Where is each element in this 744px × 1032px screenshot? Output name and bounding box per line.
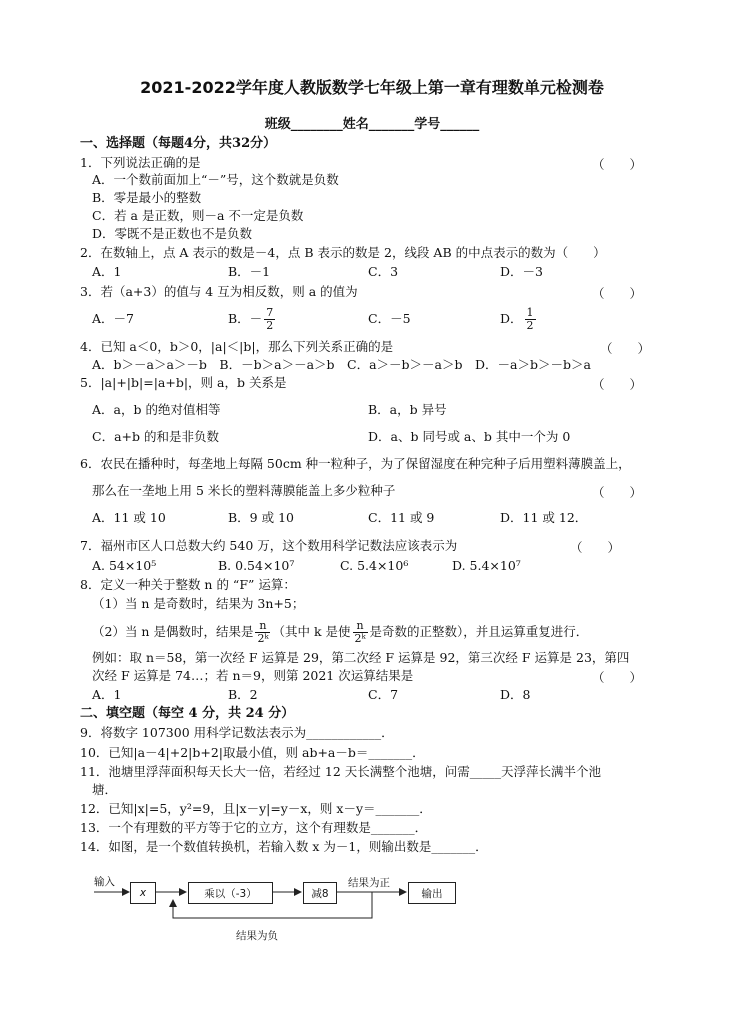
q1-stem: 1．下列说法正确的是 bbox=[80, 155, 201, 170]
q5-option-a: A．a，b 的绝对值相等 bbox=[92, 402, 221, 417]
q2-stem: 2．在数轴上，点 A 表示的数是－4，点 B 表示的数是 2，线段 AB 的中点表示的数为（ ） bbox=[80, 245, 606, 260]
q11-line2: 塘． bbox=[92, 782, 118, 797]
q3-b-fraction: $\frac{7}{2}$ bbox=[266, 306, 274, 332]
diagram-x-box: x bbox=[130, 882, 156, 904]
student-info-line: 班级________姓名_______学号______ bbox=[264, 117, 480, 132]
q8-rule-2: （2）当 n 是偶数时，结果是 $\frac{n}{\text{2ᵏ}}$ （其中 k 是使 $\frac{n}{\text{2ᵏ}}$ 是奇数的正整数），并且运算重复进行． bbox=[92, 619, 589, 645]
q1-option-d: D．零既不是正数也不是负数 bbox=[92, 226, 253, 241]
q8-option-a: A．1 bbox=[92, 687, 122, 702]
q6-option-c: C．11 或 9 bbox=[368, 510, 435, 525]
q6-option-d: D．11 或 12． bbox=[500, 510, 588, 525]
q2-option-a: A．1 bbox=[92, 264, 122, 279]
q3-option-d: D． $\frac{1}{2}$ bbox=[500, 306, 534, 332]
q14: 14．如图，是一个数值转换机，若输入数 x 为－1，则输出数是_______． bbox=[80, 839, 488, 854]
q8-example-line2: 次经 F 运算是 74…；若 n＝9，则第 2021 次运算结果是 bbox=[92, 668, 414, 683]
q3-option-a: A．－7 bbox=[92, 311, 134, 326]
q7-option-d: D. 5.4×10⁷ bbox=[452, 558, 521, 573]
diagram-input-label: 输入 bbox=[94, 876, 115, 888]
arrow-negative-loop bbox=[173, 892, 372, 918]
q6-stem-line1: 6．农民在播种时，每垄地上每隔 50cm 种一粒种子，为了保留湿度在种完种子后用塑料薄膜盖上， bbox=[80, 456, 631, 471]
q4-stem: 4．已知 a＜0，b＞0，|a|＜|b|，那么下列关系正确的是 bbox=[80, 339, 394, 354]
q6-option-a: A．11 或 10 bbox=[92, 510, 166, 525]
diagram-multiply-box: 乘以（-3） bbox=[188, 882, 273, 904]
q5-option-b: B．a，b 异号 bbox=[368, 402, 447, 417]
q3-d-fraction: $\frac{1}{2}$ bbox=[526, 306, 534, 332]
diagram-negative-label: 结果为负 bbox=[236, 930, 278, 942]
q8-option-b: B．2 bbox=[228, 687, 258, 702]
q3-option-b: B．－ $\frac{7}{2}$ bbox=[228, 306, 274, 332]
q5-answer-paren: （ ） bbox=[592, 377, 643, 392]
q1-option-a: A．一个数前面加上“－”号，这个数就是负数 bbox=[92, 172, 339, 187]
q7-stem: 7．福州市区人口总数大约 540 万，这个数用科学记数法应该表示为 bbox=[80, 538, 458, 553]
q1-answer-paren: （ ） bbox=[592, 157, 643, 172]
q6-answer-paren: （ ） bbox=[592, 485, 643, 500]
section-1-heading: 一、选择题（每题4分，共32分） bbox=[80, 136, 277, 151]
q8-answer-paren: （ ） bbox=[592, 670, 643, 685]
q8-stem: 8．定义一种关于整数 n 的 “F” 运算： bbox=[80, 577, 296, 592]
q5-option-d: D．a、b 同号或 a、b 其中一个为 0 bbox=[368, 429, 571, 444]
q5-option-c: C．a+b 的和是非负数 bbox=[92, 429, 219, 444]
q4-answer-paren: （ ） bbox=[600, 341, 651, 356]
q4-options: A．b＞－a＞a＞－b B．－b＞a＞－a＞b C．a＞－b＞－a＞b D．－a＞b＞－b＞a bbox=[92, 357, 591, 372]
q13: 13．一个有理数的平方等于它的立方，这个有理数是_______． bbox=[80, 820, 428, 835]
diagram-subtract-box: 减8 bbox=[303, 882, 337, 904]
q8-fraction-2: $\frac{n}{\text{2ᵏ}}$ bbox=[354, 619, 366, 645]
q9: 9．将数字 107300 用科学记数法表示为____________． bbox=[80, 725, 394, 740]
q8-option-d: D．8 bbox=[500, 687, 531, 702]
section-2-heading: 二、填空题（每空 4 分，共 24 分） bbox=[80, 706, 295, 721]
q3-stem: 3．若（a+3）的值与 4 互为相反数，则 a 的值为 bbox=[80, 284, 358, 299]
q8-example-line1: 例如：取 n＝58，第一次经 F 运算是 29，第二次经 F 运算是 92，第三次经 F 运算是 23，第四 bbox=[92, 650, 630, 665]
q8-fraction-1: $\frac{n}{\text{2ᵏ}}$ bbox=[257, 619, 269, 645]
diagram-positive-label: 结果为正 bbox=[348, 877, 390, 889]
q8-rule-1: （1）当 n 是奇数时，结果为 3n+5； bbox=[92, 596, 305, 611]
q7-option-c: C. 5.4×10⁶ bbox=[340, 558, 409, 573]
q6-option-b: B．9 或 10 bbox=[228, 510, 294, 525]
q7-option-a: A. 54×10⁵ bbox=[92, 558, 157, 573]
q6-stem-line2: 那么在一垄地上用 5 米长的塑料薄膜能盖上多少粒种子 bbox=[92, 483, 396, 498]
q2-option-d: D．－3 bbox=[500, 264, 543, 279]
page-title: 2021-2022学年度人教版数学七年级上第一章有理数单元检测卷 bbox=[140, 78, 604, 97]
q11-line1: 11．池塘里浮萍面积每天长大一倍，若经过 12 天长满整个池塘，问需_____天浮萍长满半个池 bbox=[80, 764, 602, 779]
q2-option-c: C．3 bbox=[368, 264, 399, 279]
q1-option-c: C．若 a 是正数，则－a 不一定是负数 bbox=[92, 208, 304, 223]
diagram-output-box: 输出 bbox=[408, 882, 456, 904]
q2-option-b: B．－1 bbox=[228, 264, 271, 279]
q1-option-b: B．零是最小的整数 bbox=[92, 190, 202, 205]
q10: 10．已知|a－4|+2|b+2|取最小值，则 ab+a－b＝_______． bbox=[80, 745, 425, 760]
q8-option-c: C．7 bbox=[368, 687, 399, 702]
q7-option-b: B. 0.54×10⁷ bbox=[218, 558, 295, 573]
q7-answer-paren: （ ） bbox=[570, 540, 621, 555]
q3-answer-paren: （ ） bbox=[592, 286, 643, 301]
q3-option-c: C．－5 bbox=[368, 311, 411, 326]
q5-stem: 5．|a|+|b|=|a+b|，则 a，b 关系是 bbox=[80, 375, 287, 390]
q12: 12．已知|x|=5，y²=9，且|x－y|=y－x，则 x－y＝_______． bbox=[80, 801, 432, 816]
